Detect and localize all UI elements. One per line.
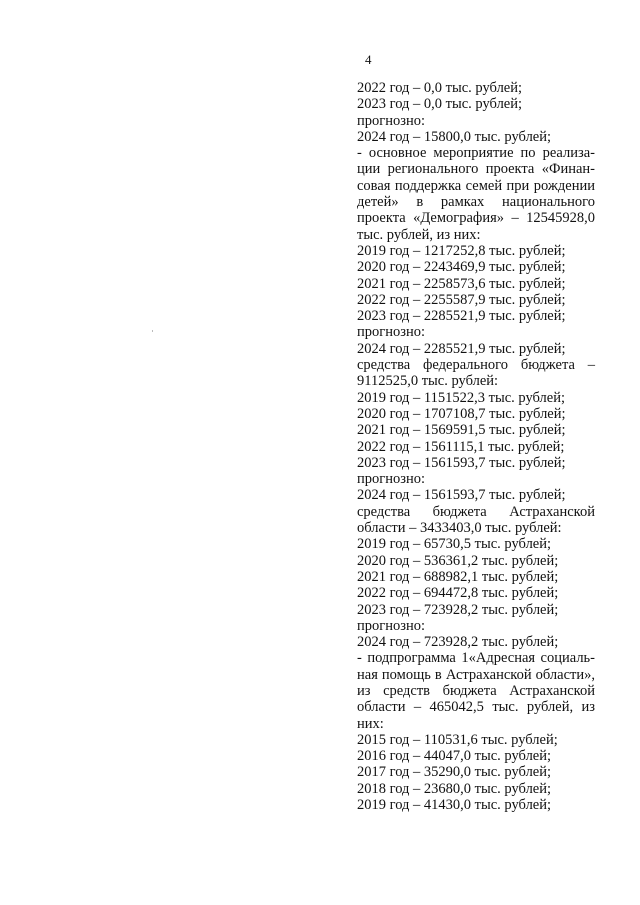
text-line: детей» в рамках национального: [357, 194, 595, 211]
text-line: прогнозно:: [357, 617, 425, 634]
text-line: прогнозно:: [357, 324, 425, 341]
text-line: 2016 год – 44047,0 тыс. рублей;: [357, 748, 552, 765]
text-line: 2019 год – 1217252,8 тыс. рублей;: [357, 242, 566, 259]
text-line: 2022 год – 694472,8 тыс. рублей;: [357, 585, 559, 602]
text-line: 2021 год – 1569591,5 тыс. рублей;: [357, 422, 566, 439]
text-line: - подпрограмма 1«Адресная социаль-: [357, 650, 595, 667]
page-number: 4: [365, 52, 372, 67]
text-line: 2020 год – 1707108,7 тыс. рублей;: [357, 405, 566, 422]
text-line: 2023 год – 723928,2 тыс. рублей;: [357, 601, 559, 618]
text-column: [357, 80, 595, 813]
text-line: 2021 год – 2258573,6 тыс. рублей;: [357, 275, 566, 292]
text-line: 2023 год – 1561593,7 тыс. рублей;: [357, 454, 566, 471]
text-line: 2022 год – 1561115,1 тыс. рублей;: [357, 438, 565, 455]
text-line: 2024 год – 723928,2 тыс. рублей;: [357, 634, 559, 651]
text-line: - основное мероприятие по реализа-: [357, 145, 595, 162]
text-line: 2018 год – 23680,0 тыс. рублей;: [357, 780, 552, 797]
text-line: 2015 год – 110531,6 тыс. рублей;: [357, 731, 558, 748]
text-line: 2020 год – 536361,2 тыс. рублей;: [357, 552, 559, 569]
text-line: 2022 год – 0,0 тыс. рублей;: [357, 80, 523, 96]
text-line: средства бюджета Астраханской: [357, 503, 595, 520]
text-line: 2024 год – 15800,0 тыс. рублей;: [357, 128, 552, 145]
text-line: проекта «Демография» – 12545928,0: [357, 210, 595, 227]
text-line: средства федерального бюджета –: [357, 357, 595, 374]
text-line: тыс. рублей, из них:: [357, 226, 481, 243]
text-line: 2023 год – 2285521,9 тыс. рублей;: [357, 308, 566, 325]
text-line: 2022 год – 2255587,9 тыс. рублей;: [357, 291, 566, 308]
text-line: 2024 год – 2285521,9 тыс. рублей;: [357, 340, 566, 357]
text-line: ции регионального проекта «Финан-: [357, 161, 595, 178]
text-line: прогнозно:: [357, 471, 425, 488]
text-line: 2019 год – 1151522,3 тыс. рублей;: [357, 389, 565, 406]
text-line: ная помощь в Астраханской области»,: [357, 666, 595, 683]
text-line: 2017 год – 35290,0 тыс. рублей;: [357, 764, 552, 781]
text-line: области – 3433403,0 тыс. рублей:: [357, 520, 562, 537]
text-line: них:: [357, 715, 384, 732]
speck-mark: [152, 330, 153, 332]
text-line: 2020 год – 2243469,9 тыс. рублей;: [357, 259, 566, 276]
text-line: совая поддержка семей при рождении: [357, 177, 595, 194]
text-line: области – 465042,5 тыс. рублей, из: [357, 699, 595, 716]
text-line: из средств бюджета Астраханской: [357, 682, 595, 699]
text-line: прогнозно:: [357, 112, 425, 129]
text-line: 2021 год – 688982,1 тыс. рублей;: [357, 568, 559, 585]
text-line: 2019 год – 41430,0 тыс. рублей;: [357, 797, 552, 814]
text-line: 9112525,0 тыс. рублей:: [357, 373, 499, 390]
text-line: 2024 год – 1561593,7 тыс. рублей;: [357, 487, 566, 504]
text-line: 2023 год – 0,0 тыс. рублей;: [357, 96, 523, 113]
text-line: 2019 год – 65730,5 тыс. рублей;: [357, 536, 552, 553]
